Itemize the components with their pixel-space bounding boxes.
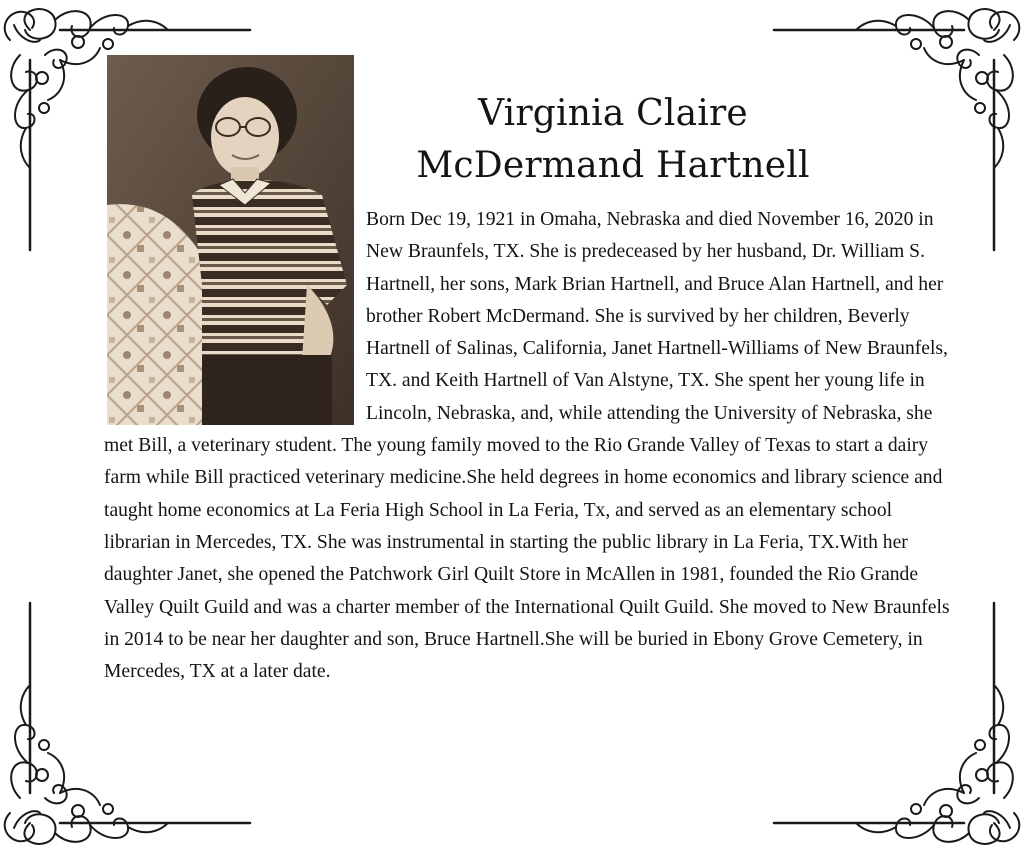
title-line-2: McDermand Hartnell: [416, 145, 810, 186]
page-title: [380, 88, 846, 192]
obituary-paragraph: Born Dec 19, 1921 in Omaha, Nebraska and died November 16, 2020 in New Braunfels, TX. She is predeceased by her husband, Dr. William S. Hartnell, her sons, Mark Brian Hartnell, and Bruce Alan Hartnell, and her brother Robert McDermand. She is survived by her children, Beverly Hartnell of Salinas, California, Janet Hartnell-Williams of New Braunfels, TX. and Keith Hartnell of Van Alstyne, TX. She spent her young life in Lincoln, Nebraska, and, while attending the University of Nebraska, she met Bill, a veterinary student. The young family moved to the Rio Grande Valley of Texas to start a dairy farm while Bill practiced veterinary medicine.She held degrees in home economics and library science and taught home economics at La Feria High School in La Feria, Tx, and served as an elementary school librarian in Mercedes, TX. She was instrumental in starting the public library in La Feria, TX.With her daughter Janet, she opened the Patchwork Girl Quilt Store in McAllen in 1981, founded the Rio Grande Valley Quilt Guild and was a charter member of the International Quilt Guild. She moved to New Braunfels in 2014 to be near her daughter and son, Bruce Hartnell.She will be buried in Ebony Grove Cemetery, in Mercedes, TX at a later date.: [104, 209, 950, 683]
obituary-text-block: [104, 204, 959, 688]
photo-wrap-spacer: [104, 204, 366, 428]
title-line-1: Virginia Claire: [478, 93, 748, 134]
